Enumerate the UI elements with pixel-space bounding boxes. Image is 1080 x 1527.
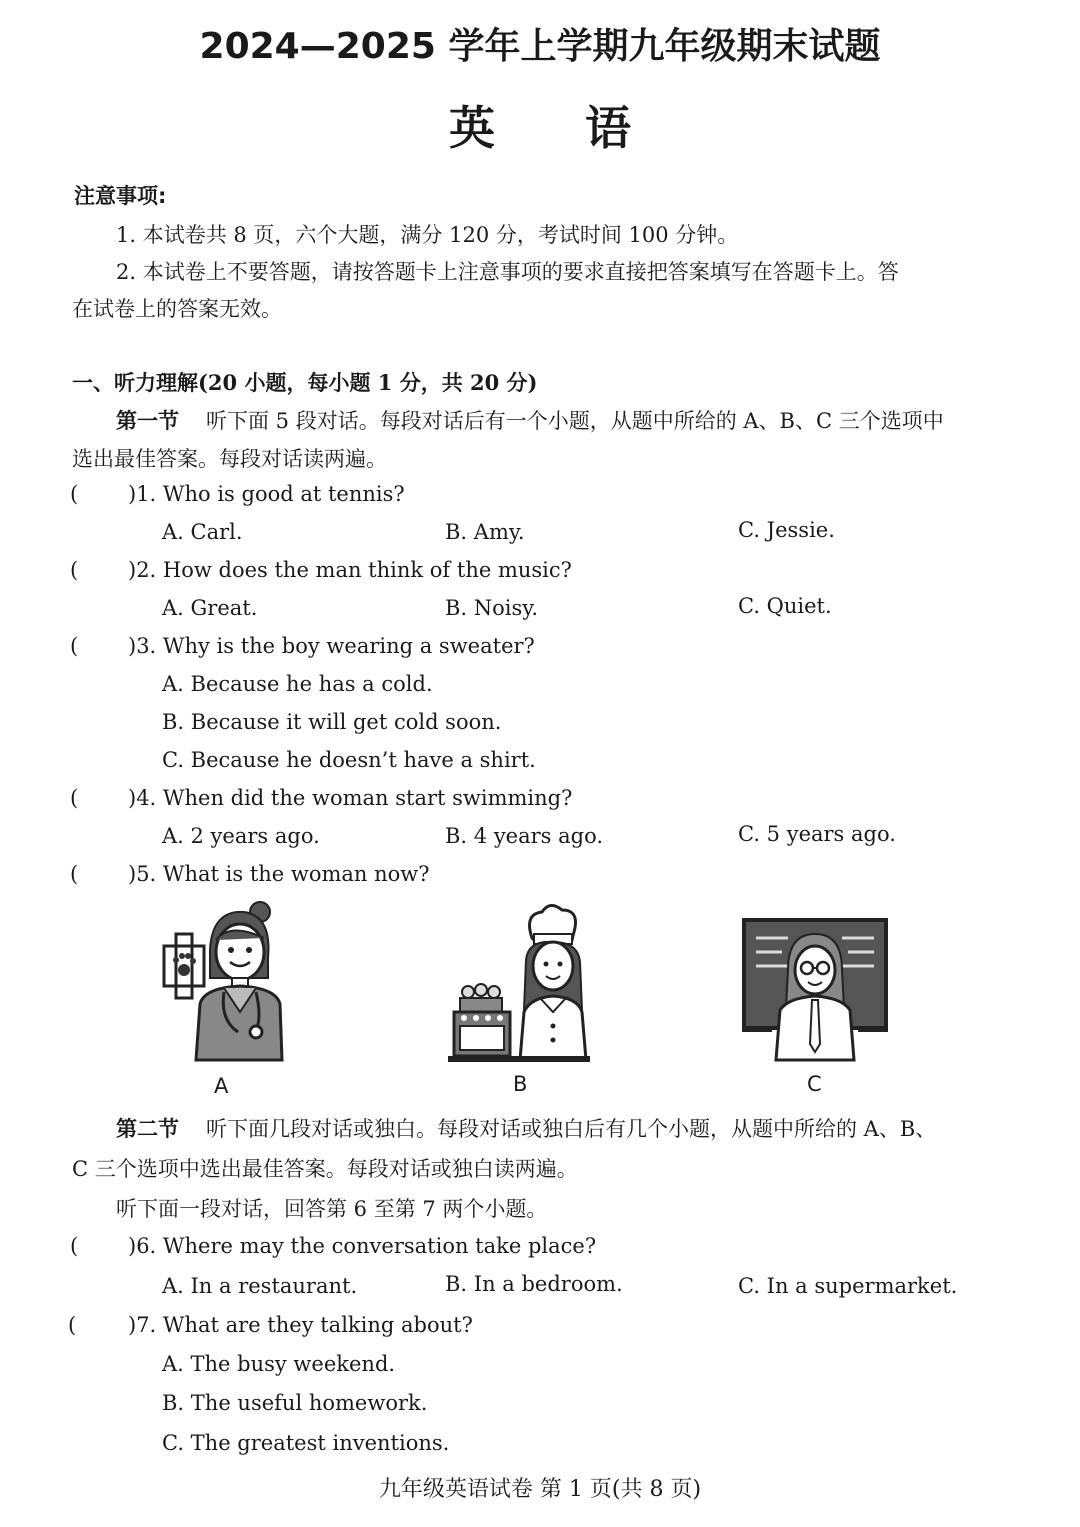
question-4-option-b: B. 4 years ago.	[445, 824, 604, 848]
question-4-option-a: A. 2 years ago.	[162, 824, 320, 848]
answer-paren-5: (	[70, 862, 79, 886]
subject-title: 英语	[449, 101, 721, 155]
notice-heading: 注意事项:	[74, 184, 167, 208]
question-3-stem: )3. Why is the boy wearing a sweater?	[128, 634, 535, 658]
section2-instructions-line-2: C 三个选项中选出最佳答案。每段对话或独白读两遍。	[72, 1157, 578, 1181]
notice-item-2-line-1: 2. 本试卷上不要答题，请按答题卡上注意事项的要求直接把答案填写在答题卡上。答	[116, 260, 899, 284]
question-7-option-c: C. The greatest inventions.	[162, 1431, 450, 1455]
question-7-stem: )7. What are they talking about?	[128, 1313, 473, 1337]
question-3-option-a: A. Because he has a cold.	[162, 672, 433, 696]
picture-label-b: B	[513, 1072, 528, 1096]
notice-item-1: 1. 本试卷共 8 页，六个大题，满分 120 分，考试时间 100 分钟。	[116, 223, 739, 247]
question-3-option-c: C. Because he doesn’t have a shirt.	[162, 748, 536, 772]
question-6-stem: )6. Where may the conversation take place?	[128, 1234, 597, 1258]
question-6-option-a: A. In a restaurant.	[162, 1274, 358, 1298]
question-4-option-c: C. 5 years ago.	[738, 822, 896, 846]
question-1-stem: )1. Who is good at tennis?	[128, 482, 405, 506]
answer-paren-4: (	[70, 786, 79, 810]
answer-paren-2: (	[70, 558, 79, 582]
section2-instructions-line-1: 听下面几段对话或独白。每段对话或独白后有几个小题，从题中所给的 A、B、	[206, 1117, 937, 1141]
answer-paren-1: (	[70, 482, 79, 506]
question-7-option-b: B. The useful homework.	[162, 1391, 428, 1415]
exam-title: 2024—2025 学年上学期九年级期末试题	[199, 26, 881, 67]
question-4-stem: )4. When did the woman start swimming?	[128, 786, 573, 810]
answer-paren-7: (	[68, 1313, 77, 1337]
question-2-stem: )2. How does the man think of the music?	[128, 558, 572, 582]
question-2-option-b: B. Noisy.	[445, 596, 539, 620]
question-7-option-a: A. The busy weekend.	[162, 1352, 396, 1376]
answer-paren-3: (	[70, 634, 79, 658]
question-2-option-a: A. Great.	[162, 596, 258, 620]
page-footer: 九年级英语试卷 第 1 页(共 8 页)	[378, 1477, 702, 1502]
part1-heading: 一、听力理解(20 小题，每小题 1 分，共 20 分)	[72, 370, 538, 395]
dialogue-intro: 听下面一段对话，回答第 6 至第 7 两个小题。	[116, 1197, 548, 1221]
question-1-option-a: A. Carl.	[162, 520, 243, 544]
question-5-stem: )5. What is the woman now?	[128, 862, 430, 886]
teacher-picture	[742, 918, 888, 1062]
picture-label-a: A	[214, 1074, 229, 1098]
picture-label-c: C	[807, 1072, 822, 1096]
vet-picture	[160, 900, 284, 1064]
chef-picture	[446, 900, 592, 1064]
question-3-option-b: B. Because it will get cold soon.	[162, 710, 502, 734]
notice-item-2-line-2: 在试卷上的答案无效。	[72, 297, 282, 321]
section1-instructions-line-1: 听下面 5 段对话。每段对话后有一个小题，从题中所给的 A、B、C 三个选项中	[206, 409, 944, 433]
section1-label: 第一节	[116, 409, 179, 433]
question-1-option-b: B. Amy.	[445, 520, 525, 544]
answer-paren-6: (	[70, 1234, 79, 1258]
question-6-option-c: C. In a supermarket.	[738, 1274, 958, 1298]
section1-instructions-line-2: 选出最佳答案。每段对话读两遍。	[72, 447, 387, 471]
section2-label: 第二节	[116, 1117, 179, 1141]
question-1-option-c: C. Jessie.	[738, 518, 835, 542]
question-6-option-b: B. In a bedroom.	[445, 1272, 623, 1296]
question-2-option-c: C. Quiet.	[738, 594, 832, 618]
